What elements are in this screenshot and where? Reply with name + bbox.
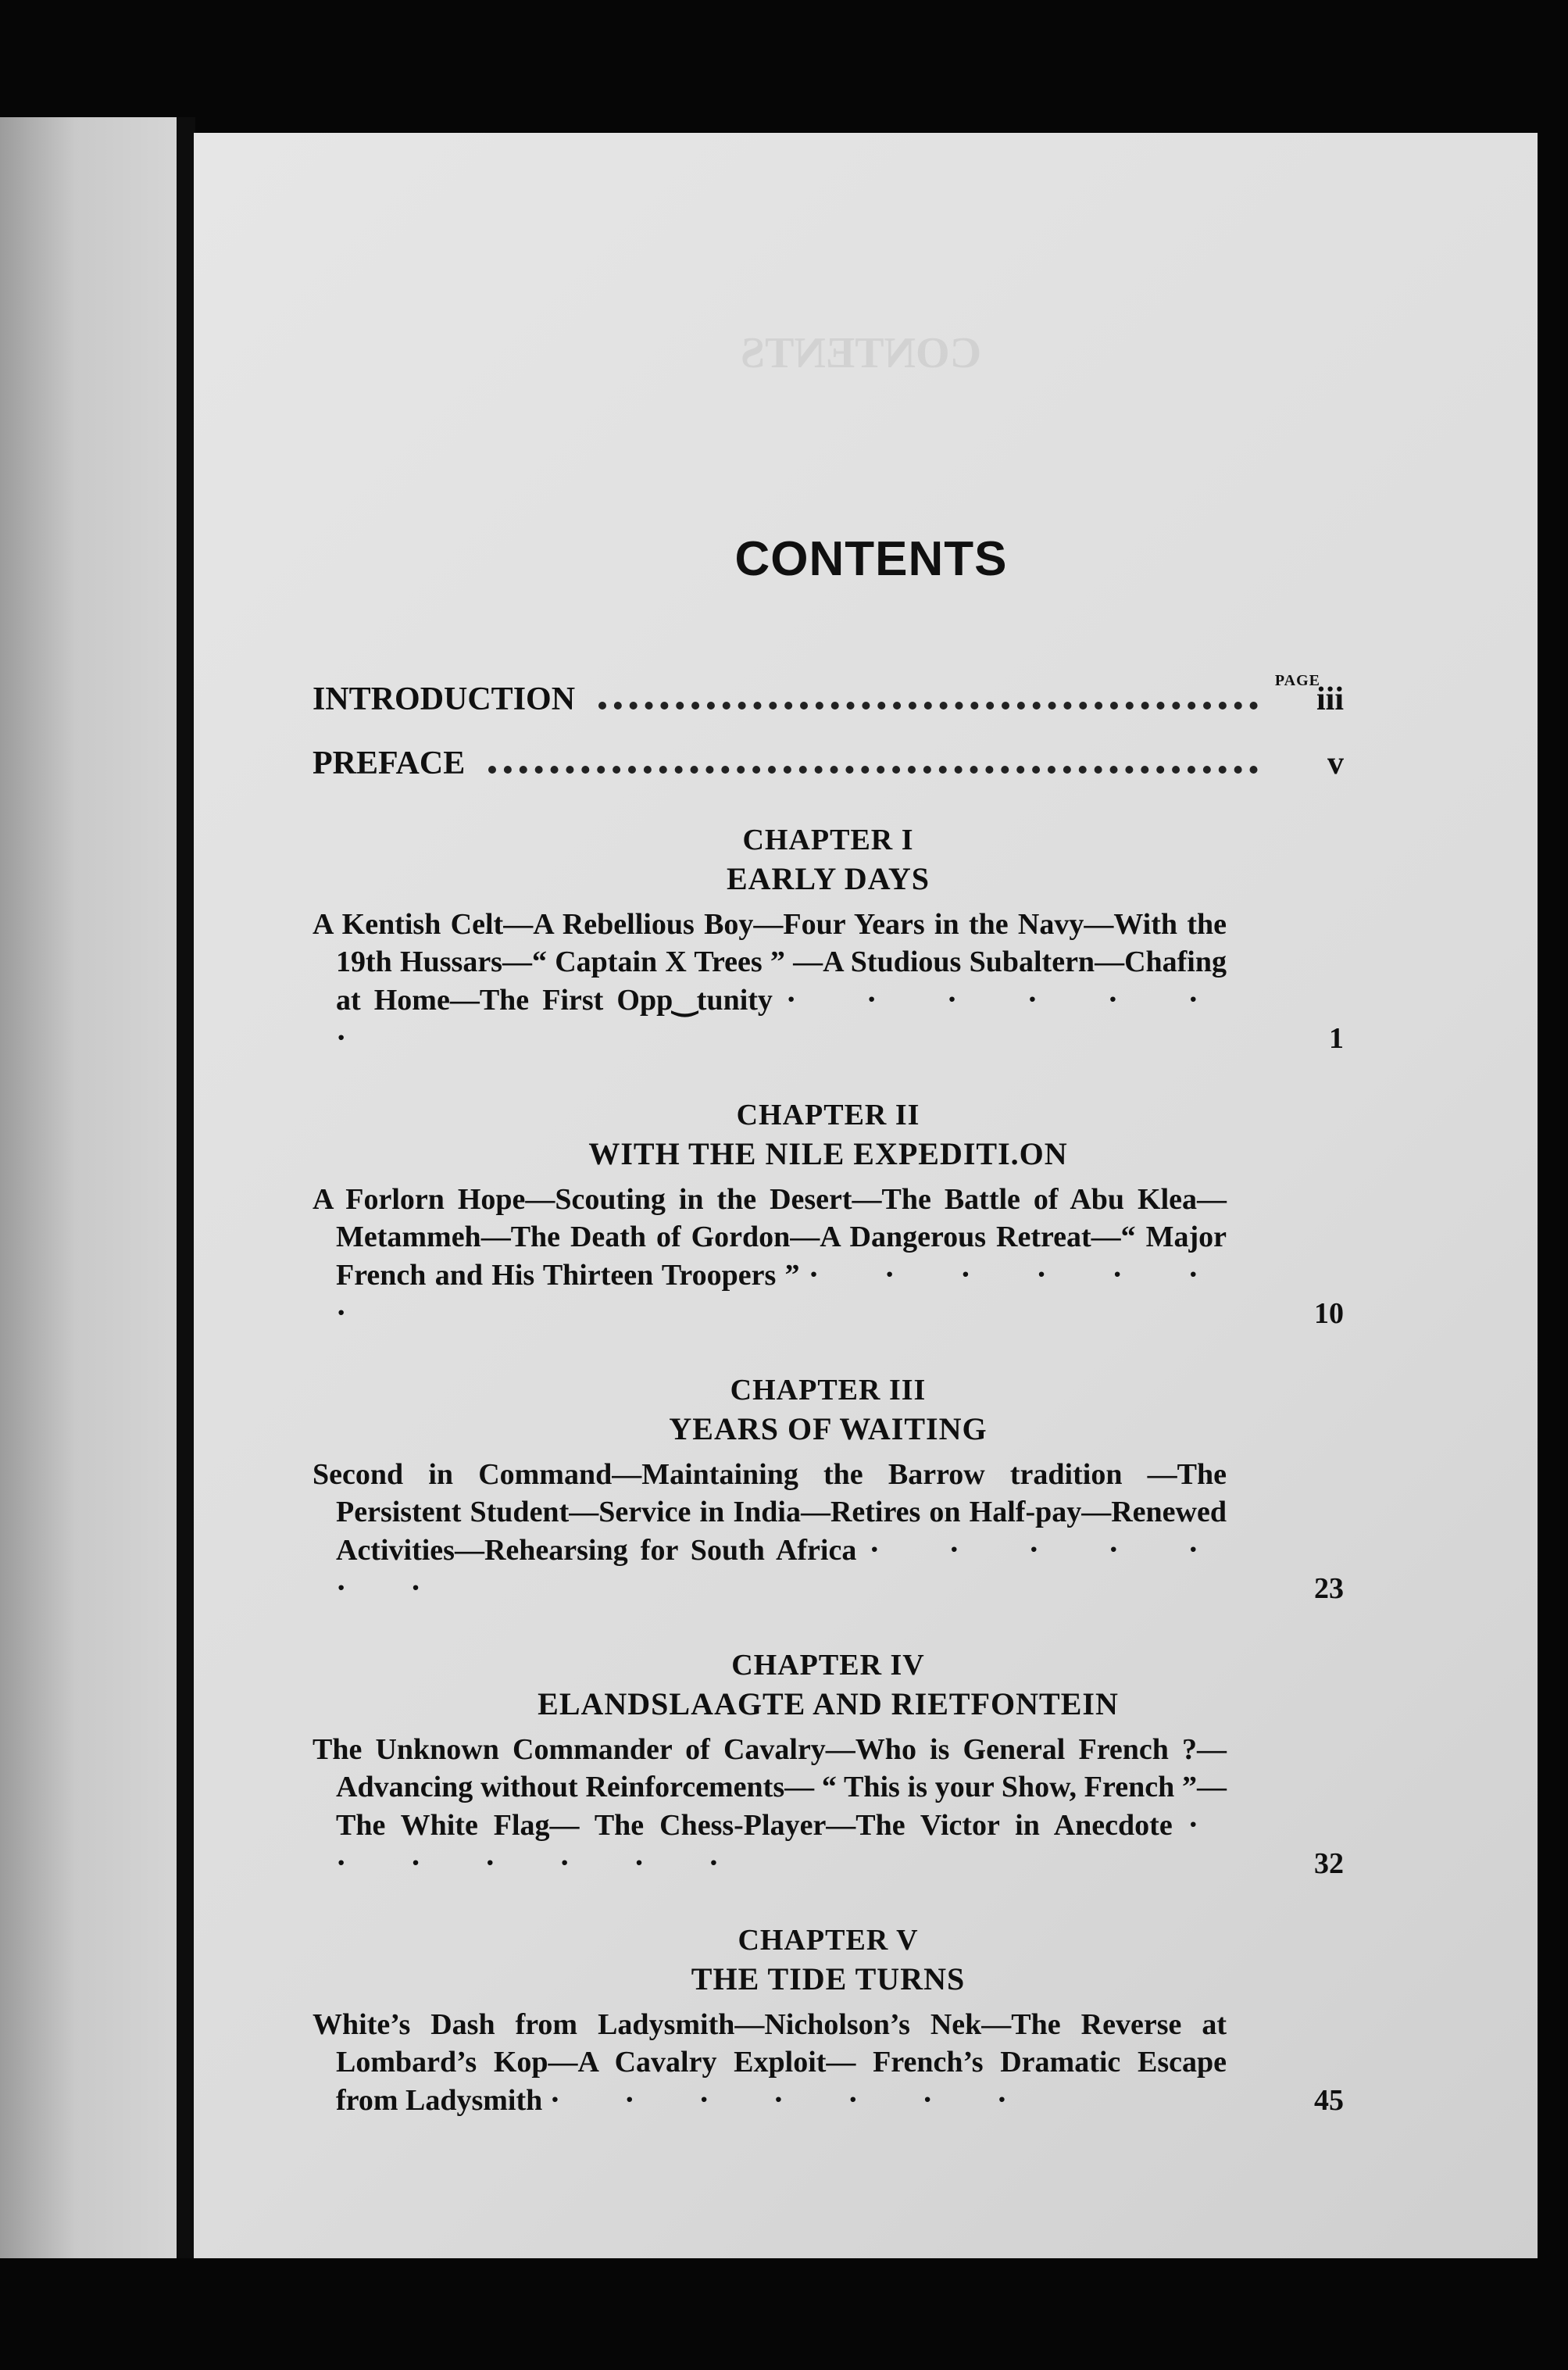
chapter-title: WITH THE NILE EXPEDITI.ON xyxy=(588,1136,1068,1171)
chapter-entry-2[interactable] xyxy=(313,1096,1344,1332)
chapter-summary-text: The Unknown Commander of Cavalry—Who is General French ?—Advancing without Reinforcements— “ This is your Show, French ”—The White Flag— The Chess-Player—The Victor in Anecdote xyxy=(313,1733,1227,1842)
book-page xyxy=(194,133,1538,2258)
chapter-summary-text: White’s Dash from Ladysmith—Nicholson’s Nek—The Reverse at Lombard’s Kop—A Cavalry Exploit— French’s Dramatic Escape from Ladysmith xyxy=(313,2008,1227,2117)
chapter-number: CHAPTER III xyxy=(730,1374,927,1407)
chapter-entry-5[interactable] xyxy=(313,1921,1344,2119)
chapter-title: EARLY DAYS xyxy=(726,861,930,896)
chapter-page-number: 1 xyxy=(1329,1022,1344,1055)
chapter-entry-3[interactable] xyxy=(313,1371,1344,1607)
chapter-body xyxy=(313,1181,1344,1332)
chapter-body xyxy=(313,1731,1344,1882)
chapter-summary-text: A Kentish Celt—A Rebellious Boy—Four Years in the Navy—With the 19th Hussars—“ Captain X Trees ” —A Studious Subaltern—Chafing at Home—The First Opp‿tunity xyxy=(313,908,1227,1017)
toc-entry-introduction[interactable] xyxy=(313,681,1344,718)
chapter-number: CHAPTER IV xyxy=(731,1649,925,1682)
dot-leader xyxy=(598,701,1258,710)
dot-leader: · · · · · · · xyxy=(336,1532,1227,1605)
toc-entry-page: iii xyxy=(1316,681,1344,717)
chapter-summary xyxy=(313,906,1227,1057)
chapter-entry-1[interactable] xyxy=(313,821,1344,1057)
show-through-text: CONTENTS xyxy=(741,329,982,377)
chapter-title: YEARS OF WAITING xyxy=(669,1411,988,1446)
dot-leader: · · · · · · · xyxy=(549,2082,1036,2117)
chapter-title: ELANDSLAAGTE AND RIETFONTEIN xyxy=(538,1686,1119,1721)
chapter-body xyxy=(313,1456,1344,1607)
dot-leader: · · · · · · · xyxy=(336,1807,1227,1880)
toc-entry-page: v xyxy=(1327,745,1344,781)
contents-block xyxy=(313,531,1344,2119)
chapter-number: CHAPTER I xyxy=(742,824,914,856)
page-column-label: PAGE xyxy=(1274,672,1320,689)
toc-entry-label: PREFACE xyxy=(313,745,466,781)
chapter-summary-text: Second in Command—Maintaining the Barrow tradition —The Persistent Student—Service in India—Retires on Half-pay—Renewed Activities—Rehearsing for South Africa xyxy=(313,1458,1227,1567)
chapter-number: CHAPTER V xyxy=(738,1924,919,1957)
facing-page xyxy=(0,117,188,2258)
chapter-body xyxy=(313,906,1344,1057)
chapter-page-number: 32 xyxy=(1314,1847,1344,1880)
toc-entry-label: INTRODUCTION xyxy=(313,681,576,717)
chapter-number: CHAPTER II xyxy=(736,1099,920,1131)
chapter-page-number: 23 xyxy=(1314,1572,1344,1605)
dot-leader: · · · · · · · xyxy=(336,1256,1227,1330)
page-title: CONTENTS xyxy=(734,532,1008,586)
chapter-summary xyxy=(313,1456,1227,1607)
book-gutter xyxy=(177,117,195,2258)
chapter-summary-text: A Forlorn Hope—Scouting in the Desert—The Battle of Abu Klea—Metammeh—The Death of Gordon—A Dangerous Retreat—“ Major French and His Thirteen Troopers ” xyxy=(313,1183,1227,1292)
chapter-summary xyxy=(313,1731,1227,1882)
chapter-summary xyxy=(313,1181,1227,1332)
chapter-page-number: 10 xyxy=(1314,1297,1344,1330)
chapter-page-number: 45 xyxy=(1314,2084,1344,2117)
chapter-summary xyxy=(313,2006,1227,2119)
toc-entry-preface[interactable] xyxy=(313,745,1344,782)
dot-leader: · · · · · · · xyxy=(336,981,1227,1055)
dot-leader xyxy=(488,765,1258,774)
chapter-title: THE TIDE TURNS xyxy=(691,1961,966,1996)
chapter-entry-4[interactable] xyxy=(313,1646,1344,1882)
chapter-body xyxy=(313,2006,1344,2119)
